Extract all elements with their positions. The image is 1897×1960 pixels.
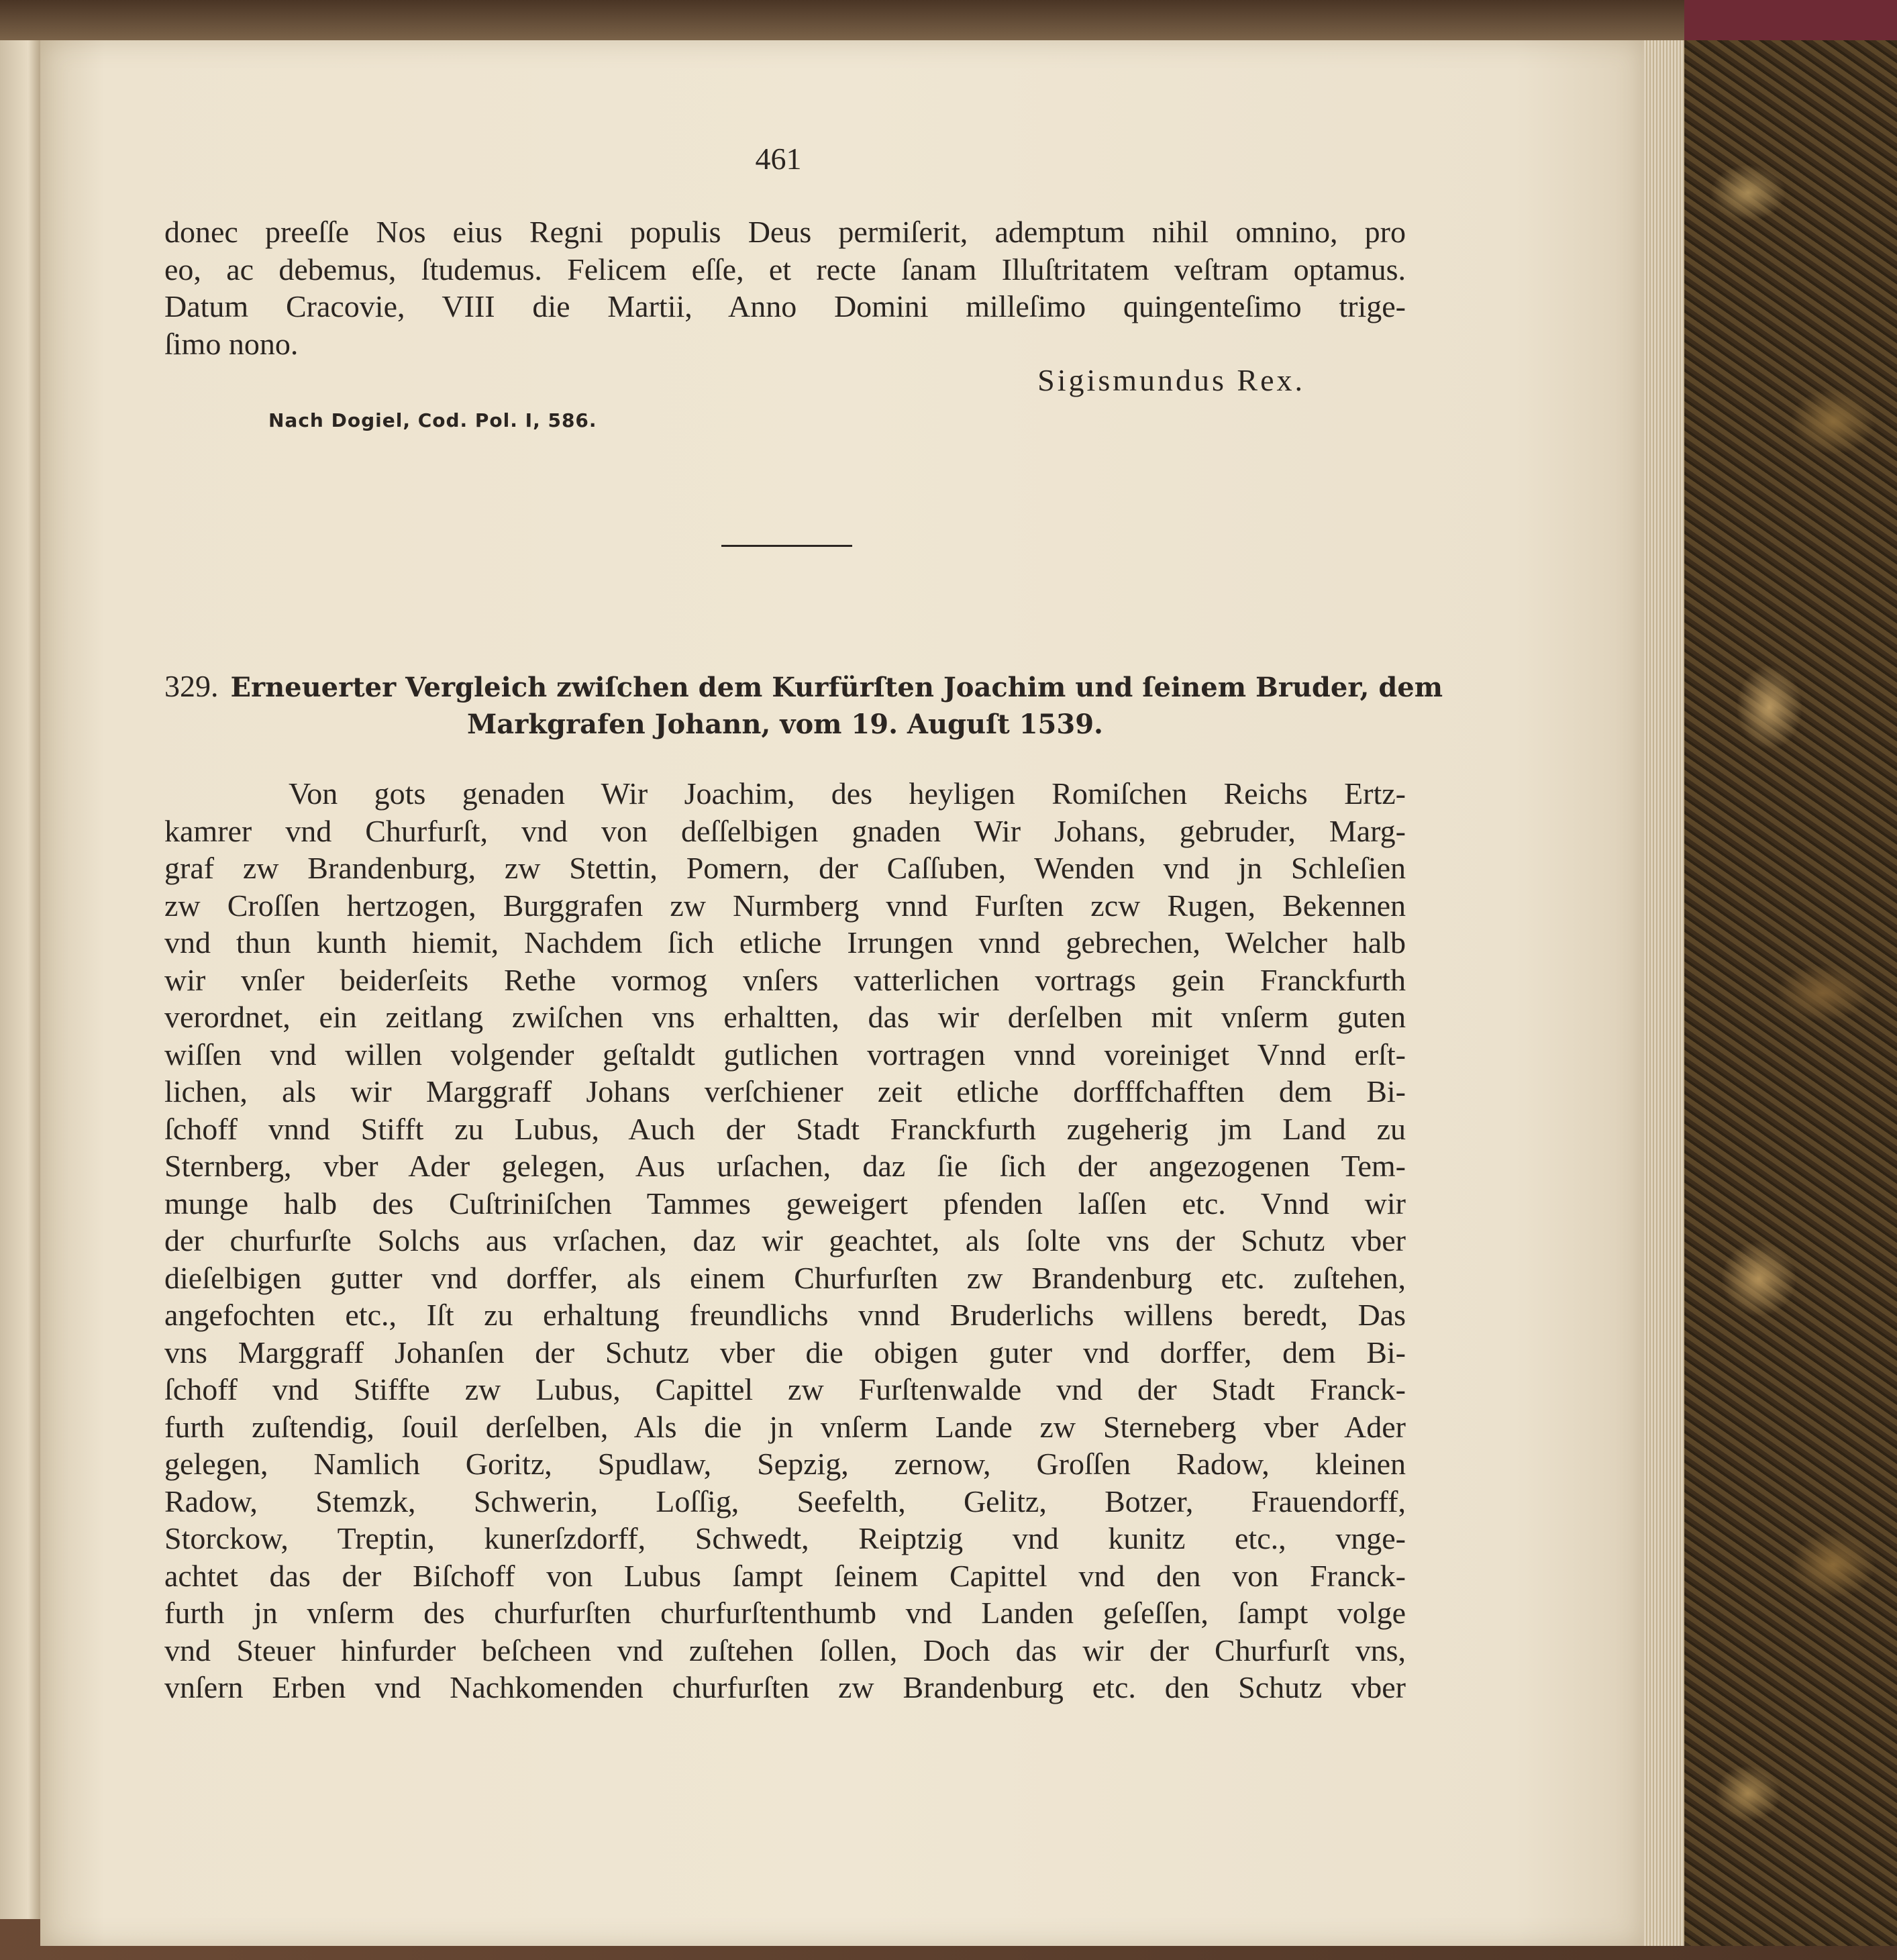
heading-line-1 xyxy=(164,668,1443,706)
text-line: ſchoff vnnd Stifft zu Lubus, Auch der Stadt Franckfurth zugeherig jm Land zu xyxy=(164,1111,1406,1146)
signature: Sigismundus Rex. xyxy=(1037,363,1305,397)
text-line: munge halb des Cuſtriniſchen Tammes geweigert pfenden laſſen etc. Vnnd wir xyxy=(164,1186,1406,1221)
text-line: furth jn vnſerm des churfurſten churfurſtenthumb vnd Landen geſeſſen, ſampt volge xyxy=(164,1596,1406,1630)
text-line: kamrer vnd Churfurſt, vnd von deſſelbigen gnaden Wir Johans, gebruder, Marg- xyxy=(164,813,1406,848)
document-number: 329. xyxy=(164,669,219,703)
source-note: Nach Dogiel, Cod. Pol. I, 586. xyxy=(268,409,597,431)
text-line: zw Croſſen hertzogen, Burggrafen zw Nurmberg vnnd Furſten zcw Rugen, Bekennen xyxy=(164,888,1406,923)
text-line: Datum Cracovie, VIII die Martii, Anno Domini milleſimo quingenteſimo trige- xyxy=(164,289,1406,323)
text-line: donec preeſſe Nos eius Regni populis Deus permiſerit, ademptum nihil omnino, pro xyxy=(164,215,1406,249)
text-line: angefochten etc., Iſt zu erhaltung freundlichs vnnd Bruderlichs willens beredt, Das xyxy=(164,1298,1406,1332)
text-line: achtet das der Biſchoff von Lubus ſampt ſeinem Capittel vnd den von Franck- xyxy=(164,1558,1406,1593)
document-heading xyxy=(164,668,1443,743)
text-line: wir vnſer beiderſeits Rethe vormog vnſers vatterlichen vortrags gein Franckfurth xyxy=(164,962,1406,997)
text-line: ſchoff vnd Stiffte zw Lubus, Capittel zw Furſtenwalde vnd der Stadt Franck- xyxy=(164,1372,1406,1406)
body-text xyxy=(164,775,1406,1706)
text-line: Storckow, Treptin, kunerſzdorff, Schwedt, Reiptzig vnd kunitz etc., vnge- xyxy=(164,1521,1406,1555)
text-line: wiſſen vnd willen volgender geſtaldt gutlichen vortragen vnnd voreiniget Vnnd erſt- xyxy=(164,1037,1406,1072)
text-line: Sternberg, vber Ader gelegen, Aus urſachen, daz ſie ſich der angezogenen Tem- xyxy=(164,1149,1406,1183)
heading-title-part-1: Erneuerter Vergleich zwiſchen dem Kurfürſten Joachim und ſeinem Bruder, dem xyxy=(230,672,1443,703)
marbled-cover xyxy=(1684,40,1897,1946)
text-line: eo, ac debemus, ſtudemus. Felicem eſſe, et recte ſanam Illuſtritatem veſtram optamus. xyxy=(164,252,1406,287)
text-line: vns Marggraff Johanſen der Schutz vber die obigen guter vnd dorffer, dem Bi- xyxy=(164,1335,1406,1370)
page-number: 461 xyxy=(755,142,802,176)
text-line: der churfurſte Solchs aus vrſachen, daz wir geachtet, als ſolte vns der Schutz vber xyxy=(164,1223,1406,1257)
text-line: verordnet, ein zeitlang zwiſchen vns erhaltten, das wir derſelben mit vnſerm guten xyxy=(164,1000,1406,1034)
text-line: graf zw Brandenburg, zw Stettin, Pomern, der Caſſuben, Wenden vnd jn Schleſien xyxy=(164,851,1406,885)
heading-line-2: Markgrafen Johann, vom 19. Auguſt 1539. xyxy=(467,709,1103,740)
text-line: vnſern Erben vnd Nachkomenden churfurſten zw Brandenburg etc. den Schutz vber xyxy=(164,1670,1406,1704)
page-edges xyxy=(1644,40,1684,1946)
text-line: Radow, Stemzk, Schwerin, Loſſig, Seefelth, Gelitz, Botzer, Frauendorff, xyxy=(164,1484,1406,1518)
section-divider xyxy=(721,545,852,547)
cover-binding xyxy=(1684,0,1897,40)
text-line: dieſelbigen gutter vnd dorffer, als einem Churfurſten zw Brandenburg etc. zuſtehen, xyxy=(164,1260,1406,1295)
left-page-margin xyxy=(0,40,40,1919)
text-line: Von gots genaden Wir Joachim, des heyligen Romiſchen Reichs Ertz- xyxy=(289,776,1406,811)
text-line: vnd Steuer hinfurder beſcheen vnd zuſtehen ſollen, Doch das wir der Churfurſt vns, xyxy=(164,1633,1406,1667)
text-line: furth zuſtendig, ſouil derſelben, Als die jn vnſerm Lande zw Sterneberg vber Ader xyxy=(164,1409,1406,1444)
book-top-edge xyxy=(0,0,1684,40)
text-line: vnd thun kunth hiemit, Nachdem ſich etliche Irrungen vnnd gebrechen, Welcher halb xyxy=(164,925,1406,960)
text-line: gelegen, Namlich Goritz, Spudlaw, Sepzig, zernow, Groſſen Radow, kleinen xyxy=(164,1447,1406,1481)
text-line: lichen, als wir Marggraff Johans verſchiener zeit etliche dorfffchafften dem Bi- xyxy=(164,1074,1406,1108)
text-line: ſimo nono. xyxy=(164,326,299,361)
letter-text xyxy=(164,213,1406,362)
